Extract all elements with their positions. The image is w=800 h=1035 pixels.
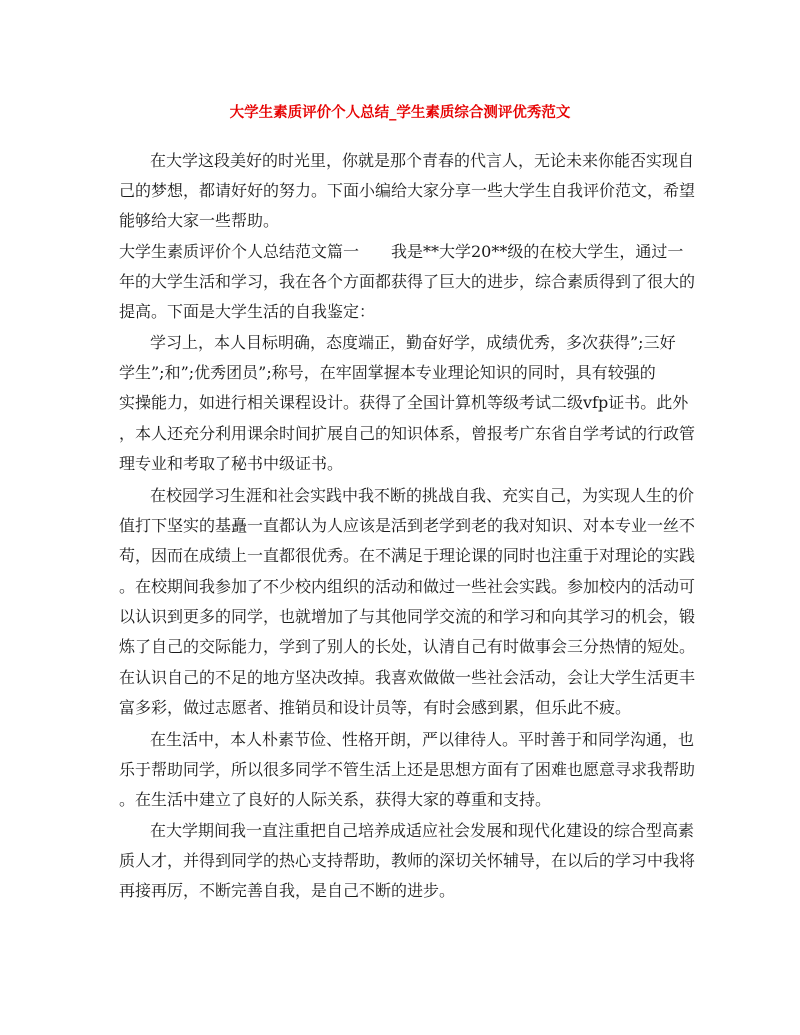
- body-line: ，本人还充分利用课余时间扩展自己的知识体系，曾报考广东省自学考试的行政管: [119, 424, 696, 443]
- document-title: 大学生素质评价个人总结_学生素质综合测评优秀范文: [229, 104, 571, 121]
- body-line: 苟，因而在成绩上一直都很优秀。在不满足于理论课的同时也注重于对理论的实践: [119, 546, 696, 565]
- body-line: 。在校期间我参加了不少校内组织的活动和做过一些社会实践。参加校内的活动可: [119, 577, 696, 596]
- body-line: 在生活中，本人朴素节俭、性格开朗，严以律待人。平时善于和同学沟通，也: [150, 730, 695, 749]
- body-line: 以认识到更多的同学，也就增加了与其他同学交流的和学习和向其学习的机会，锻: [119, 607, 696, 626]
- body-line: 。在生活中建立了良好的人际关系，获得大家的尊重和支持。: [119, 790, 552, 809]
- body-line: 在校园学习生涯和社会实践中我不断的挑战自我、充实自己，为实现人生的价: [150, 486, 695, 505]
- body-line: 理专业和考取了秘书中级证书。: [119, 454, 344, 473]
- body-line: 在认识自己的不足的地方坚决改掉。我喜欢做做一些社会活动，会让大学生活更丰: [119, 668, 696, 687]
- body-line: 年的大学生活和学习，我在各个方面都获得了巨大的进步，综合素质得到了很大的: [119, 272, 696, 291]
- body-line: 再接再厉，不断完善自我，是自己不断的进步。: [119, 881, 456, 900]
- body-line: 实操能力，如进行相关课程设计。获得了全国计算机等级考试二级vfp证书。此外: [119, 393, 689, 412]
- body-line: 学生”;和”;优秀团员”;称号，在牢固掌握本专业理论知识的同时，具有较强的: [119, 363, 656, 382]
- section-heading-line: 大学生素质评价个人总结范文篇一 我是**大学20**级的在校大学生，通过一: [119, 242, 684, 261]
- body-line: 乐于帮助同学，所以很多同学不管生活上还是思想方面有了困难也愿意寻求我帮助: [119, 760, 696, 779]
- body-line: 富多彩，做过志愿者、推销员和设计员等，有时会感到累，但乐此不疲。: [119, 698, 632, 717]
- body-line: 己的梦想，都请好好的努力。下面小编给大家分享一些大学生自我评价范文，希望: [119, 181, 696, 200]
- body-line: 在大学这段美好的时光里，你就是那个青春的代言人，无论未来你能否实现自: [150, 151, 695, 170]
- body-line: 学习上，本人目标明确，态度端正，勤奋好学，成绩优秀，多次获得”;三好: [150, 333, 676, 352]
- body-line: 能够给大家一些帮助。: [119, 211, 280, 230]
- body-line: 在大学期间我一直注重把自己培养成适应社会发展和现代化建设的综合型高素: [150, 821, 695, 840]
- body-line: 值打下坚实的基矗一直都认为人应该是活到老学到老的我对知识、对本专业一丝不: [119, 516, 696, 535]
- body-line: 炼了自己的交际能力，学到了别人的长处，认清自己有时做事会三分热情的短处。: [119, 637, 696, 656]
- body-line: 质人才，并得到同学的热心支持帮助，教师的深切关怀辅导，在以后的学习中我将: [119, 851, 696, 870]
- body-line: 提高。下面是大学生活的自我鉴定：: [119, 302, 376, 321]
